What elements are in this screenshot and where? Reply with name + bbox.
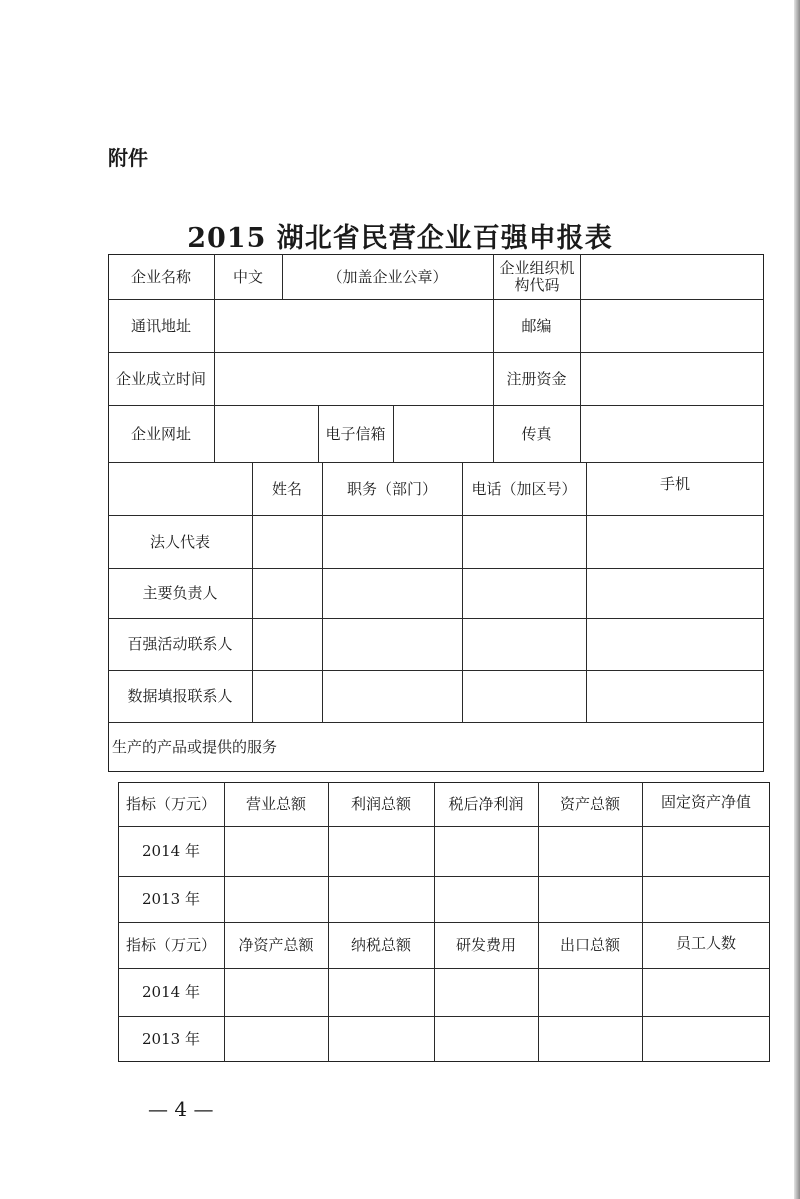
seal-note: （加盖企业公章）: [327, 267, 448, 286]
postcode-field[interactable]: [582, 301, 762, 350]
contact-row-activity-contact: 百强活动联系人: [127, 635, 233, 653]
address-label: 通讯地址: [130, 316, 191, 335]
fax-label: 传真: [521, 424, 552, 443]
form-title: 2015 湖北省民营企业百强申报表: [187, 223, 613, 254]
org-code-label: 企业组织机构代码: [499, 258, 575, 294]
company-name-label: 企业名称: [130, 267, 191, 286]
ind1-col-metric: 指标（万元）: [125, 795, 216, 813]
ind1-col-profit: 利润总额: [350, 795, 411, 813]
registered-capital-label: 注册资金: [506, 369, 567, 388]
chinese-label: 中文: [232, 267, 263, 286]
ind2-col-employees: 员工人数: [675, 934, 736, 952]
ind1-year-2014: 2014 年: [142, 842, 200, 860]
contact-row-legal-rep: 法人代表: [149, 532, 210, 551]
registered-capital-field[interactable]: [582, 354, 762, 403]
email-field[interactable]: [395, 407, 491, 460]
ind1-year-2013: 2013 年: [142, 890, 200, 908]
ind1-col-revenue: 营业总额: [245, 795, 306, 813]
contact-row-data-contact: 数据填报联系人: [127, 687, 233, 705]
col-divider: [580, 254, 581, 462]
ind1-col-total-assets: 资产总额: [559, 795, 620, 813]
contacts-col-mobile: 手机: [659, 475, 690, 493]
attachment-label: 附件: [108, 146, 148, 170]
fax-field[interactable]: [582, 407, 762, 460]
ind1-col-fixed-assets: 固定资产净值: [660, 793, 751, 811]
page-edge-shadow: [794, 0, 800, 1199]
ind2-col-rnd: 研发费用: [455, 936, 516, 954]
website-field[interactable]: [216, 407, 316, 460]
col-divider: [393, 405, 394, 462]
ind2-year-2014: 2014 年: [142, 983, 200, 1001]
org-code-field[interactable]: [582, 256, 762, 297]
email-label: 电子信箱: [325, 424, 386, 443]
contacts-col-name: 姓名: [271, 479, 302, 498]
ind1-col-net-profit: 税后净利润: [448, 795, 524, 813]
contacts-col-phone: 电话（加区号）: [471, 479, 577, 498]
contacts-col-position: 职务（部门）: [346, 479, 437, 498]
founded-field[interactable]: [216, 354, 491, 403]
founded-label: 企业成立时间: [115, 369, 206, 388]
ind2-col-metric: 指标（万元）: [125, 936, 216, 954]
products-field[interactable]: [336, 724, 762, 770]
page-number: — 4 —: [148, 1097, 214, 1121]
contact-row-principal: 主要负责人: [142, 584, 218, 602]
address-field[interactable]: [216, 301, 491, 350]
ind2-col-export: 出口总额: [559, 936, 620, 954]
ind2-col-net-assets: 净资产总额: [238, 936, 314, 954]
ind2-year-2013: 2013 年: [142, 1030, 200, 1048]
website-label: 企业网址: [130, 424, 191, 443]
products-label: 生产的产品或提供的服务: [112, 738, 278, 756]
ind2-col-tax: 纳税总额: [350, 936, 411, 954]
postcode-label: 邮编: [521, 316, 552, 335]
